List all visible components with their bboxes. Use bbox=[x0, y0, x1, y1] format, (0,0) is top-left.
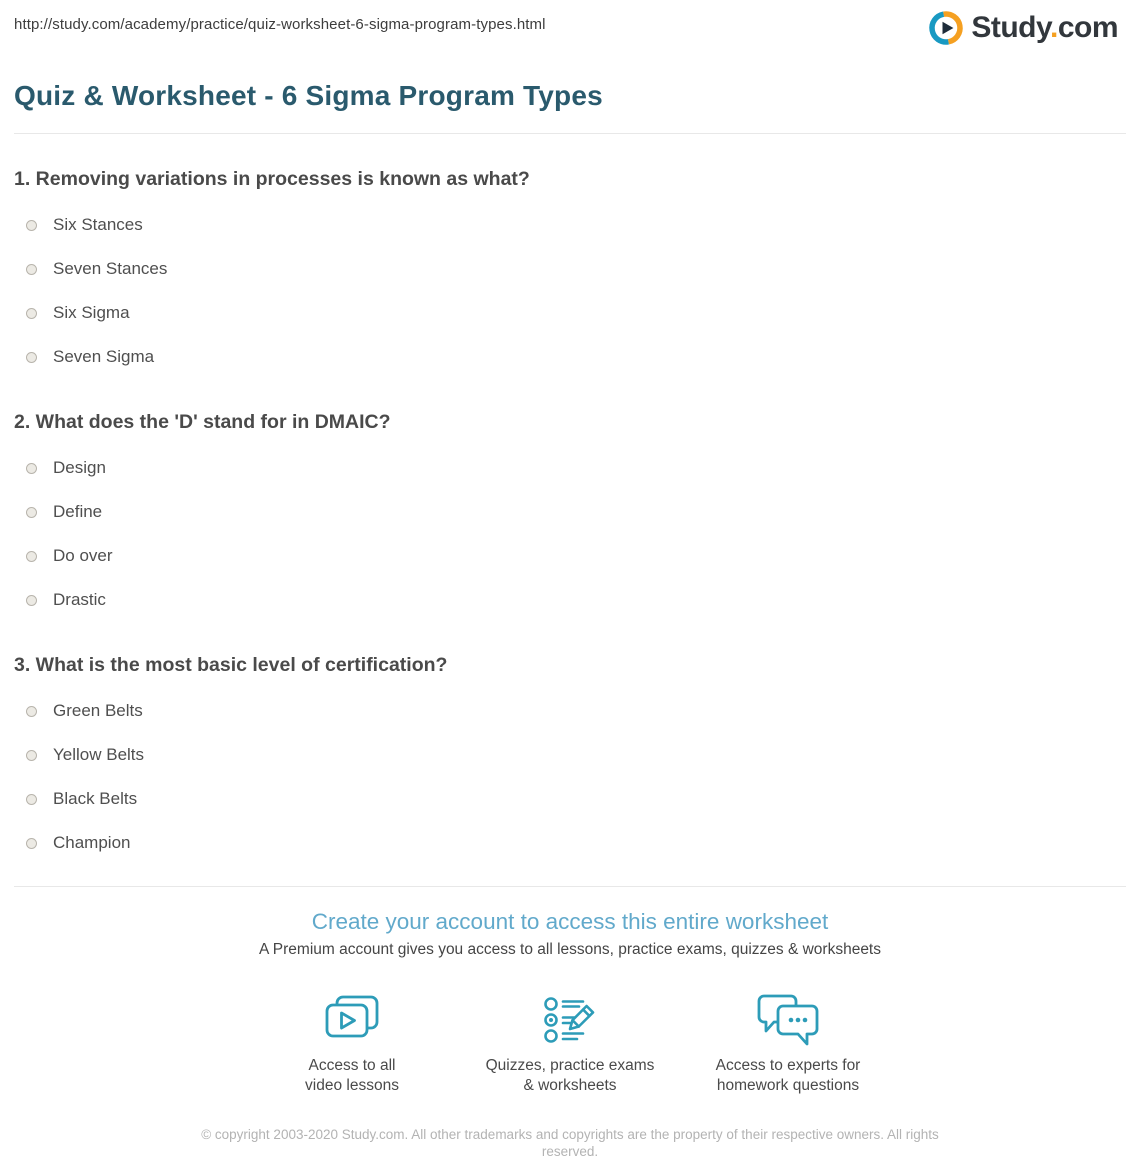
studycom-logo[interactable] bbox=[928, 10, 1118, 46]
option-label: Design bbox=[53, 458, 106, 477]
copyright-text: © copyright 2003-2020 Study.com. All other trademarks and copyrights are the property of their respective owners. All rights reserved. bbox=[201, 1127, 939, 1159]
question-1-option-3[interactable] bbox=[14, 303, 1126, 323]
question-1-option-1[interactable] bbox=[14, 215, 1126, 235]
option-label: Black Belts bbox=[53, 789, 138, 808]
question-3-option-3[interactable] bbox=[14, 789, 1126, 809]
option-label: Six Sigma bbox=[53, 303, 130, 322]
radio-button[interactable] bbox=[26, 308, 37, 319]
feature-label: Access to all video lessons bbox=[305, 1057, 399, 1094]
page-url: http://study.com/academy/practice/quiz-worksheet-6-sigma-program-types.html bbox=[14, 16, 546, 33]
question-1-text: 1. Removing variations in processes is known as what? bbox=[14, 168, 530, 190]
question-3-option-2[interactable] bbox=[14, 745, 1126, 765]
question-2 bbox=[14, 411, 1126, 610]
question-3-text: 3. What is the most basic level of certification? bbox=[14, 654, 448, 676]
video-lessons-icon bbox=[323, 992, 381, 1048]
cta-subtitle: A Premium account gives you access to all lessons, practice exams, quizzes & worksheets bbox=[259, 941, 881, 958]
radio-button[interactable] bbox=[26, 264, 37, 275]
question-3-option-4[interactable] bbox=[14, 833, 1126, 853]
radio-button[interactable] bbox=[26, 595, 37, 606]
studycom-logo-icon bbox=[928, 10, 964, 46]
quizzes-worksheets-icon bbox=[542, 992, 598, 1048]
cta-divider bbox=[14, 886, 1126, 887]
radio-button[interactable] bbox=[26, 706, 37, 717]
question-2-option-3[interactable] bbox=[14, 546, 1126, 566]
radio-button[interactable] bbox=[26, 507, 37, 518]
cta-title[interactable]: Create your account to access this entire worksheet bbox=[311, 909, 829, 934]
feature-label: Quizzes, practice exams & worksheets bbox=[485, 1057, 655, 1094]
page-title: Quiz & Worksheet - 6 Sigma Program Types bbox=[14, 80, 603, 111]
radio-button[interactable] bbox=[26, 838, 37, 849]
option-label: Green Belts bbox=[53, 701, 143, 720]
option-label: Seven Stances bbox=[53, 259, 168, 278]
feature-label: Access to experts for homework questions bbox=[715, 1057, 861, 1094]
option-label: Define bbox=[53, 502, 103, 521]
question-1 bbox=[14, 168, 1126, 367]
question-3-option-1[interactable] bbox=[14, 701, 1126, 721]
question-2-text: 2. What does the 'D' stand for in DMAIC? bbox=[14, 411, 391, 433]
question-1-option-4[interactable] bbox=[14, 347, 1126, 367]
option-label: Champion bbox=[53, 833, 131, 852]
radio-button[interactable] bbox=[26, 463, 37, 474]
radio-button[interactable] bbox=[26, 750, 37, 761]
option-label: Seven Sigma bbox=[53, 347, 155, 366]
features-row bbox=[0, 992, 1140, 1096]
studycom-logo-text: Study.com bbox=[971, 11, 1118, 44]
top-bar bbox=[0, 0, 1140, 46]
question-2-option-4[interactable] bbox=[14, 590, 1126, 610]
feature-video-lessons bbox=[243, 992, 461, 1096]
option-label: Do over bbox=[53, 546, 113, 565]
feature-experts-chat bbox=[679, 992, 897, 1096]
question-2-option-2[interactable] bbox=[14, 502, 1126, 522]
radio-button[interactable] bbox=[26, 352, 37, 363]
feature-quizzes-worksheets bbox=[461, 992, 679, 1096]
question-3 bbox=[14, 654, 1126, 853]
option-label: Drastic bbox=[53, 590, 106, 609]
question-2-option-1[interactable] bbox=[14, 458, 1126, 478]
title-divider bbox=[14, 133, 1126, 134]
option-label: Six Stances bbox=[53, 215, 143, 234]
question-1-option-2[interactable] bbox=[14, 259, 1126, 279]
experts-chat-icon bbox=[755, 992, 821, 1048]
radio-button[interactable] bbox=[26, 220, 37, 231]
radio-button[interactable] bbox=[26, 794, 37, 805]
option-label: Yellow Belts bbox=[53, 745, 145, 764]
radio-button[interactable] bbox=[26, 551, 37, 562]
